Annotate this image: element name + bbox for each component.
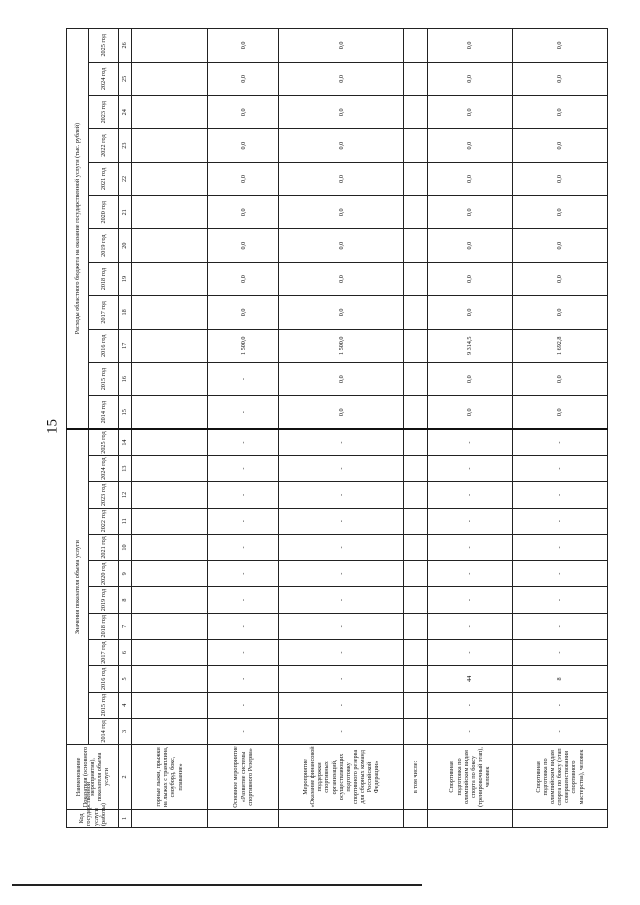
volume-cell: - [207, 561, 279, 587]
volume-cell: - [207, 613, 279, 639]
budget-cell: 0,0 [207, 296, 279, 329]
volume-cell: - [427, 561, 512, 587]
column-number: 18 [119, 296, 132, 329]
volume-cell: - [279, 561, 404, 587]
volume-cell: - [427, 429, 512, 455]
budget-year-header: 2018 год [89, 262, 119, 295]
budget-cell [132, 196, 208, 229]
volume-cell [404, 429, 428, 455]
volume-cell: - [279, 482, 404, 508]
budget-cell [132, 396, 208, 429]
budget-cell [404, 162, 428, 195]
volume-cell [132, 561, 208, 587]
row-name: Мероприятие «Оказание финансовой поддержки спортивных организаций, осуществляющих подготовку спортивного резерва для сборных команд Российской Федерации» [279, 745, 404, 810]
volume-cell: - [427, 482, 512, 508]
budget-cell: 0,0 [279, 262, 404, 295]
table-row [132, 29, 208, 828]
volume-year-header: 2017 год [89, 639, 119, 665]
row-code [512, 809, 607, 827]
budget-cell: 0,0 [207, 162, 279, 195]
budget-cell: 0,0 [512, 296, 607, 329]
column-number: 14 [119, 429, 132, 455]
budget-cell: - [207, 362, 279, 395]
budget-cell [132, 129, 208, 162]
row-code [404, 809, 428, 827]
volume-cell: - [279, 456, 404, 482]
table-row [404, 29, 428, 828]
budget-cell [132, 62, 208, 95]
volume-cell [132, 534, 208, 560]
budget-cell: 0,0 [427, 196, 512, 229]
column-number: 12 [119, 482, 132, 508]
volume-cell: - [279, 429, 404, 455]
budget-year-header: 2016 год [89, 329, 119, 362]
volume-cell: - [427, 639, 512, 665]
volume-cell: - [427, 587, 512, 613]
volume-cell: - [512, 587, 607, 613]
volume-cell [404, 666, 428, 692]
volume-cell: - [279, 587, 404, 613]
budget-cell: 1 500,0 [279, 329, 404, 362]
budget-cell [132, 296, 208, 329]
budget-cell: 0,0 [279, 196, 404, 229]
column-number: 20 [119, 229, 132, 262]
volume-cell: - [279, 666, 404, 692]
budget-cell: 0,0 [207, 196, 279, 229]
volume-cell: - [512, 639, 607, 665]
column-number: 19 [119, 262, 132, 295]
column-number: 3 [119, 718, 132, 744]
volume-cell: - [207, 508, 279, 534]
budget-cell: 0,0 [279, 96, 404, 129]
budget-cell: - [207, 396, 279, 429]
volume-cell [132, 692, 208, 718]
budget-year-header: 2025 год [89, 29, 119, 63]
volume-year-header: 2018 год [89, 613, 119, 639]
volume-year-header: 2020 год [89, 561, 119, 587]
page-number: 15 [44, 419, 61, 434]
volume-cell [404, 456, 428, 482]
volume-cell: - [279, 692, 404, 718]
volume-cell: - [427, 508, 512, 534]
volume-year-header: 2024 год [89, 456, 119, 482]
budget-cell: 0,0 [512, 129, 607, 162]
budget-cell: 0,0 [512, 162, 607, 195]
volume-year-header: 2022 год [89, 508, 119, 534]
budget-cell: 0,0 [427, 362, 512, 395]
column-number: 13 [119, 456, 132, 482]
budget-year-header: 2017 год [89, 296, 119, 329]
budget-cell: 0,0 [279, 296, 404, 329]
row-code [279, 809, 404, 827]
volume-cell: - [512, 718, 607, 744]
volume-cell [132, 508, 208, 534]
budget-cell: 0,0 [427, 162, 512, 195]
volume-cell: 8 [512, 666, 607, 692]
volume-cell [404, 482, 428, 508]
volume-cell: - [427, 456, 512, 482]
column-number: 8 [119, 587, 132, 613]
column-number: 24 [119, 96, 132, 129]
budget-cell: 0,0 [512, 62, 607, 95]
column-number: 15 [119, 396, 132, 429]
budget-table [66, 28, 608, 828]
column-number: 21 [119, 196, 132, 229]
volume-cell [404, 561, 428, 587]
budget-cell: 0,0 [279, 362, 404, 395]
volume-cell [404, 613, 428, 639]
column-number-row [119, 29, 132, 828]
row-name: горные лыжи, прыжки на лыжах с трамплина, сноуборд, бокс, плавание» [132, 745, 208, 810]
volume-year-header: 2021 год [89, 534, 119, 560]
volume-cell [132, 613, 208, 639]
header-volume-group: Значения показателя объема услуги [67, 429, 89, 744]
budget-cell: 0,0 [207, 29, 279, 63]
budget-cell: 0,0 [512, 29, 607, 63]
budget-cell: 0,0 [512, 96, 607, 129]
volume-cell: - [279, 508, 404, 534]
column-number: 11 [119, 508, 132, 534]
volume-year-header: 2019 год [89, 587, 119, 613]
budget-cell: 0,0 [279, 129, 404, 162]
volume-cell [132, 587, 208, 613]
volume-cell [404, 639, 428, 665]
budget-cell: 0,0 [207, 262, 279, 295]
bottom-rule [12, 884, 422, 886]
volume-cell: - [427, 718, 512, 744]
volume-cell: - [427, 692, 512, 718]
budget-year-header: 2024 год [89, 62, 119, 95]
budget-year-header: 2020 год [89, 196, 119, 229]
budget-cell: 1 692,8 [512, 329, 607, 362]
header-budget-group: Расходы областного бюджета на оказание государственной услуги (тыс. рублей) [67, 29, 89, 430]
column-number: 1 [119, 809, 132, 827]
volume-cell: - [207, 429, 279, 455]
budget-cell: 0,0 [279, 396, 404, 429]
budget-year-header: 2021 год [89, 162, 119, 195]
budget-cell: 0,0 [512, 229, 607, 262]
volume-cell: - [207, 639, 279, 665]
row-name: в том числе: [404, 745, 428, 810]
header-name: Наименование Показателя (основного мероприятия), показателя объема услуги [67, 745, 119, 810]
volume-cell [132, 456, 208, 482]
column-number: 23 [119, 129, 132, 162]
budget-year-header: 2023 год [89, 96, 119, 129]
budget-cell [132, 262, 208, 295]
table-row [279, 29, 404, 828]
budget-cell: 1 500,0 [207, 329, 279, 362]
column-number: 22 [119, 162, 132, 195]
budget-year-header: 2019 год [89, 229, 119, 262]
column-number: 2 [119, 745, 132, 810]
budget-cell: 0,0 [207, 129, 279, 162]
budget-cell: 0,0 [427, 229, 512, 262]
volume-cell: - [512, 613, 607, 639]
budget-cell: 0,0 [427, 29, 512, 63]
table-row [512, 29, 607, 828]
volume-year-header: 2025 год [89, 429, 119, 455]
volume-cell: - [427, 613, 512, 639]
volume-cell: - [427, 534, 512, 560]
budget-cell [404, 396, 428, 429]
budget-cell: 0,0 [279, 29, 404, 63]
row-name: Спортивная подготовка по олимпийским видам спорта по боксу (этап совершенствования спортивного мастерства), человек [512, 745, 607, 810]
volume-cell: - [279, 613, 404, 639]
year-header-row [89, 29, 119, 828]
budget-cell [404, 296, 428, 329]
volume-cell: - [512, 508, 607, 534]
budget-cell [404, 329, 428, 362]
volume-year-header: 2014 год [89, 718, 119, 744]
rotated-table-container [66, 28, 608, 828]
budget-cell [132, 162, 208, 195]
volume-cell [132, 718, 208, 744]
table-row [207, 29, 279, 828]
volume-cell: - [207, 692, 279, 718]
budget-cell: 0,0 [207, 96, 279, 129]
budget-cell [132, 96, 208, 129]
column-number: 10 [119, 534, 132, 560]
budget-cell [132, 362, 208, 395]
column-number: 5 [119, 666, 132, 692]
volume-cell: - [207, 534, 279, 560]
volume-cell: - [512, 534, 607, 560]
budget-cell [132, 329, 208, 362]
budget-cell [132, 29, 208, 63]
budget-cell [404, 29, 428, 63]
volume-cell [404, 508, 428, 534]
budget-year-header: 2015 год [89, 362, 119, 395]
volume-cell: - [512, 429, 607, 455]
column-number: 6 [119, 639, 132, 665]
volume-cell [404, 718, 428, 744]
row-code [207, 809, 279, 827]
volume-cell: - [512, 456, 607, 482]
budget-cell: 0,0 [512, 362, 607, 395]
budget-cell: 0,0 [207, 229, 279, 262]
budget-cell: 0,0 [279, 62, 404, 95]
volume-cell: - [207, 482, 279, 508]
budget-cell: 0,0 [427, 129, 512, 162]
table-body [132, 29, 608, 828]
volume-cell: - [207, 666, 279, 692]
table-row [427, 29, 512, 828]
volume-cell: - [279, 639, 404, 665]
volume-year-header: 2015 год [89, 692, 119, 718]
header-code: Код государственной услуги (работы) [67, 809, 119, 827]
row-code [132, 809, 208, 827]
budget-cell: 9 314,5 [427, 329, 512, 362]
row-name: Спортивная подготовка по олимпийским видам спорта по боксу (тренировочный этап), человек [427, 745, 512, 810]
budget-cell: 0,0 [279, 229, 404, 262]
volume-cell: - [512, 482, 607, 508]
volume-cell: - [512, 561, 607, 587]
volume-cell: - [512, 692, 607, 718]
column-number: 25 [119, 62, 132, 95]
budget-year-header: 2022 год [89, 129, 119, 162]
budget-year-header: 2014 год [89, 396, 119, 429]
budget-cell: 0,0 [427, 396, 512, 429]
volume-cell [404, 692, 428, 718]
column-number: 9 [119, 561, 132, 587]
volume-cell [132, 429, 208, 455]
budget-cell [404, 262, 428, 295]
budget-cell [132, 229, 208, 262]
volume-year-header: 2016 год [89, 666, 119, 692]
volume-year-header: 2023 год [89, 482, 119, 508]
volume-cell: 44 [427, 666, 512, 692]
budget-cell [404, 229, 428, 262]
budget-cell: 0,0 [512, 262, 607, 295]
budget-cell: 0,0 [427, 62, 512, 95]
column-number: 4 [119, 692, 132, 718]
budget-cell: 0,0 [279, 162, 404, 195]
budget-cell: 0,0 [427, 262, 512, 295]
volume-cell: - [207, 456, 279, 482]
column-number: 7 [119, 613, 132, 639]
row-name: Основное мероприятие «Развитие системы спортивного Резерва» [207, 745, 279, 810]
volume-cell: - [207, 587, 279, 613]
volume-cell [404, 587, 428, 613]
volume-cell [132, 639, 208, 665]
volume-cell [132, 666, 208, 692]
budget-cell [404, 362, 428, 395]
volume-cell [404, 534, 428, 560]
column-number: 26 [119, 29, 132, 63]
volume-cell: - [207, 718, 279, 744]
budget-cell: 0,0 [512, 396, 607, 429]
column-number: 17 [119, 329, 132, 362]
budget-cell [404, 62, 428, 95]
volume-cell [132, 482, 208, 508]
budget-cell [404, 196, 428, 229]
budget-cell: 0,0 [207, 62, 279, 95]
budget-cell [404, 129, 428, 162]
column-number: 16 [119, 362, 132, 395]
budget-cell [404, 96, 428, 129]
row-code [427, 809, 512, 827]
budget-cell: 0,0 [427, 296, 512, 329]
budget-cell: 0,0 [427, 96, 512, 129]
volume-cell: - [279, 534, 404, 560]
budget-cell: 0,0 [512, 196, 607, 229]
volume-cell: - [279, 718, 404, 744]
